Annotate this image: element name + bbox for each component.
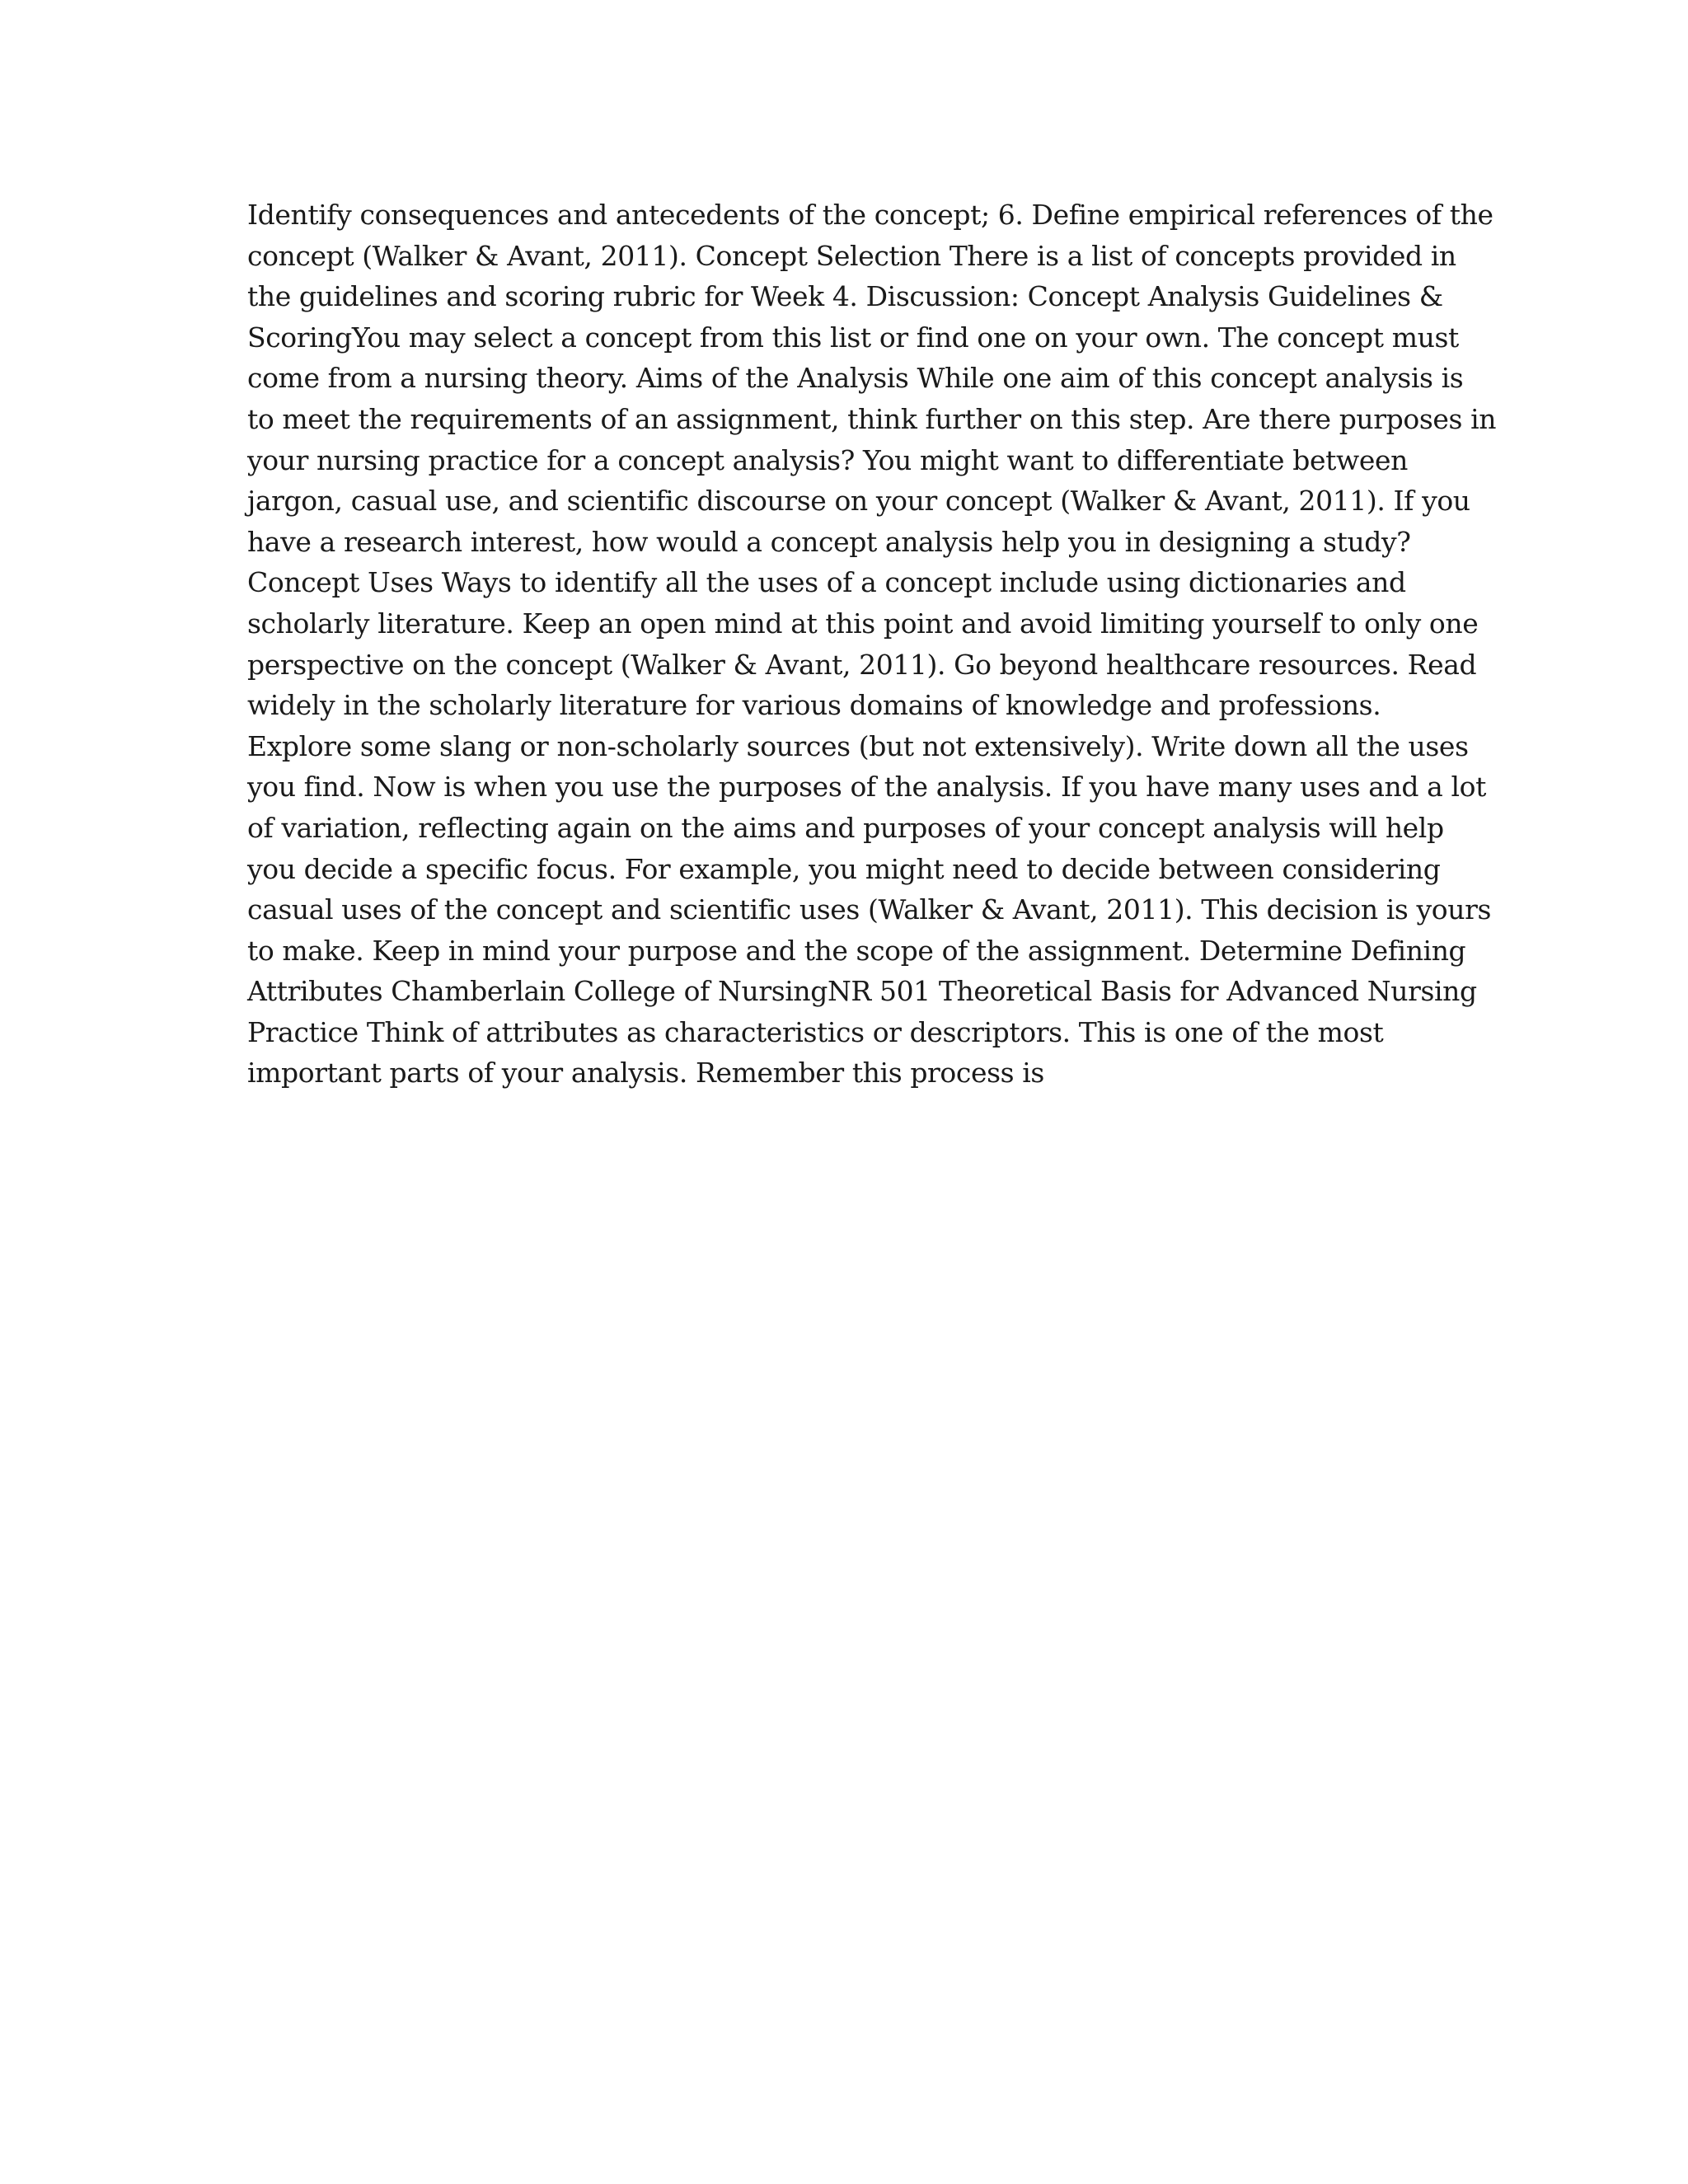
text-line: Concept Uses Ways to identify all the uses of a concept include using dictionaries and — [247, 566, 1406, 599]
text-line: jargon, casual use, and scientific discourse on your concept (Walker & Avant, 2011). If you — [247, 485, 1470, 518]
text-line: to meet the requirements of an assignment, think further on this step. Are there purposes in — [247, 402, 1497, 435]
text-line: perspective on the concept (Walker & Avant, 2011). Go beyond healthcare resources. Read — [247, 648, 1477, 681]
text-line: to make. Keep in mind your purpose and the scope of the assignment. Determine Defining — [247, 934, 1466, 967]
text-line: casual uses of the concept and scientific uses (Walker & Avant, 2011). This decision is yours — [247, 893, 1492, 926]
text-line: Attributes Chamberlain College of NursingNR 501 Theoretical Basis for Advanced Nursing — [247, 975, 1477, 1008]
text-line: scholarly literature. Keep an open mind at this point and avoid limiting yourself to only one — [247, 607, 1479, 640]
text-line: you find. Now is when you use the purposes of the analysis. If you have many uses and a lot — [247, 771, 1487, 804]
text-line: have a research interest, how would a concept analysis help you in designing a study? — [247, 525, 1411, 558]
body-paragraph — [247, 194, 1497, 1094]
text-line: Identify consequences and antecedents of the concept; 6. Define empirical references of the — [247, 199, 1493, 231]
text-line: Explore some slang or non-scholarly sources (but not extensively). Write down all the uses — [247, 729, 1469, 762]
text-line: concept (Walker & Avant, 2011). Concept Selection There is a list of concepts provided in — [247, 239, 1456, 272]
text-line: of variation, reflecting again on the aims and purposes of your concept analysis will help — [247, 811, 1444, 844]
text-line: come from a nursing theory. Aims of the Analysis While one aim of this concept analysis is — [247, 362, 1464, 395]
text-line: ScoringYou may select a concept from this list or find one on your own. The concept must — [247, 321, 1459, 354]
text-line: Practice Think of attributes as characteristics or descriptors. This is one of the most — [247, 1015, 1384, 1048]
text-line: important parts of your analysis. Remember this process is — [247, 1057, 1044, 1090]
text-line: you decide a specific focus. For example, you might need to decide between considering — [247, 852, 1441, 885]
text-line: widely in the scholarly literature for various domains of knowledge and professions. — [247, 689, 1381, 722]
text-line: the guidelines and scoring rubric for Week 4. Discussion: Concept Analysis Guidelines & — [247, 280, 1443, 313]
text-line: your nursing practice for a concept analysis? You might want to differentiate between — [247, 443, 1408, 476]
